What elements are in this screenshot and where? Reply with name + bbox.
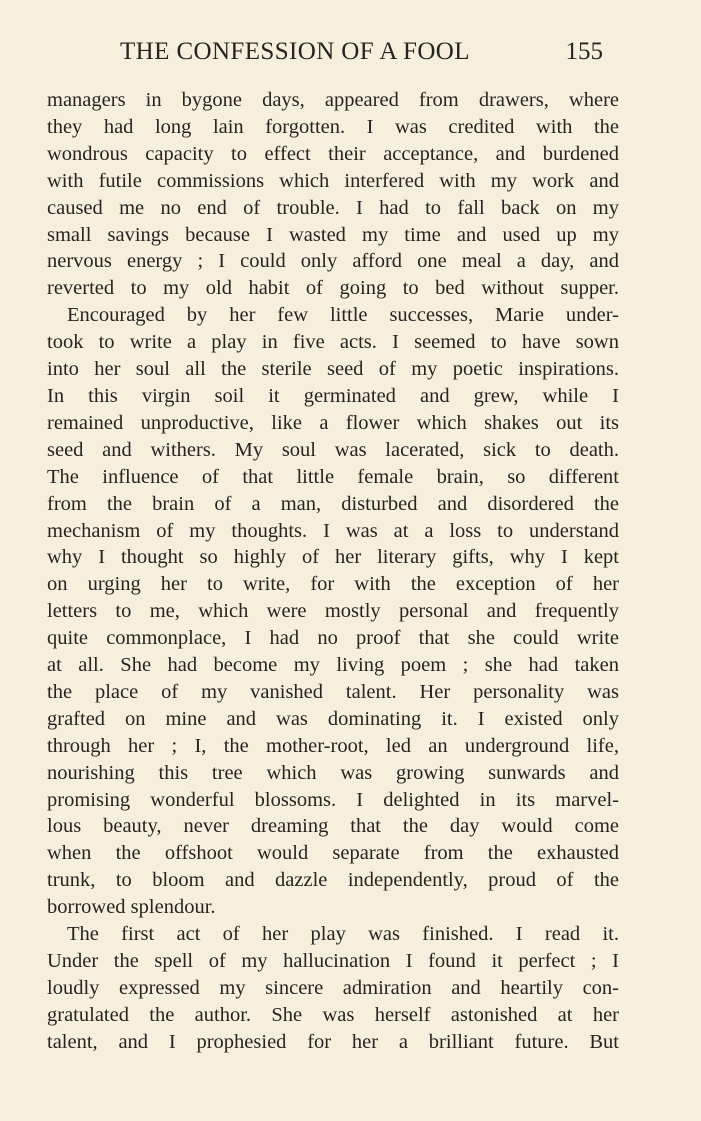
- text-line: The influence of that little female brain, so different: [47, 465, 619, 488]
- text-line: mechanism of my thoughts. I was at a loss to understand: [47, 519, 619, 542]
- text-line: reverted to my old habit of going to bed without supper.: [47, 277, 619, 300]
- text-line: the place of my vanished talent. Her personality was: [47, 680, 619, 703]
- text-line: seed and withers. My soul was lacerated, sick to death.: [47, 438, 619, 461]
- running-head: [47, 38, 619, 70]
- text-line: why I thought so highly of her literary gifts, why I kept: [47, 546, 619, 569]
- paragraph-last-line: borrowed splendour.: [47, 896, 216, 919]
- paragraph-first-line: The first act of her play was finished. I read it.: [67, 923, 619, 946]
- text-line: with futile commissions which interfered with my work and: [47, 169, 619, 192]
- text-line: talent, and I prophesied for her a brilliant future. But: [47, 1030, 619, 1053]
- text-line: grafted on mine and was dominating it. I existed only: [47, 707, 619, 730]
- text-line: through her ; I, the mother-root, led an underground life,: [47, 734, 619, 757]
- text-line: on urging her to write, for with the exception of her: [47, 573, 619, 596]
- text-line: remained unproductive, like a flower which shakes out its: [47, 411, 619, 434]
- running-title: THE CONFESSION OF A FOOL: [120, 38, 470, 65]
- text-line: caused me no end of trouble. I had to fall back on my: [47, 196, 619, 219]
- text-line: managers in bygone days, appeared from drawers, where: [47, 89, 619, 111]
- text-line: quite commonplace, I had no proof that she could write: [47, 627, 619, 650]
- text-line: small savings because I wasted my time and used up my: [47, 223, 619, 246]
- text-line: into her soul all the sterile seed of my poetic inspirations.: [47, 358, 619, 381]
- paragraph-first-line: Encouraged by her few little successes, Marie under-: [67, 304, 619, 327]
- text-line: loudly expressed my sincere admiration and heartily con-: [47, 976, 619, 999]
- text-line: from the brain of a man, disturbed and disordered the: [47, 492, 619, 515]
- text-line: lous beauty, never dreaming that the day would come: [47, 815, 619, 838]
- text-line: took to write a play in five acts. I seemed to have sown: [47, 331, 619, 354]
- text-line: when the offshoot would separate from the exhausted: [47, 842, 619, 865]
- text-line: they had long lain forgotten. I was credited with the: [47, 115, 619, 138]
- text-line: gratulated the author. She was herself astonished at her: [47, 1003, 619, 1026]
- text-line: Under the spell of my hallucination I found it perfect ; I: [47, 950, 619, 972]
- text-line: nourishing this tree which was growing sunwards and: [47, 761, 619, 784]
- text-line: letters to me, which were mostly personal and frequently: [47, 600, 619, 623]
- page-number: 155: [565, 38, 603, 65]
- text-line: at all. She had become my living poem ; she had taken: [47, 654, 619, 677]
- text-line: nervous energy ; I could only afford one meal a day, and: [47, 250, 619, 273]
- text-line: In this virgin soil it germinated and grew, while I: [47, 384, 619, 407]
- text-line: wondrous capacity to effect their acceptance, and burdened: [47, 142, 619, 165]
- text-line: trunk, to bloom and dazzle independently, proud of the: [47, 869, 619, 892]
- text-line: promising wonderful blossoms. I delighted in its marvel-: [47, 788, 619, 811]
- body-text: [47, 87, 619, 1056]
